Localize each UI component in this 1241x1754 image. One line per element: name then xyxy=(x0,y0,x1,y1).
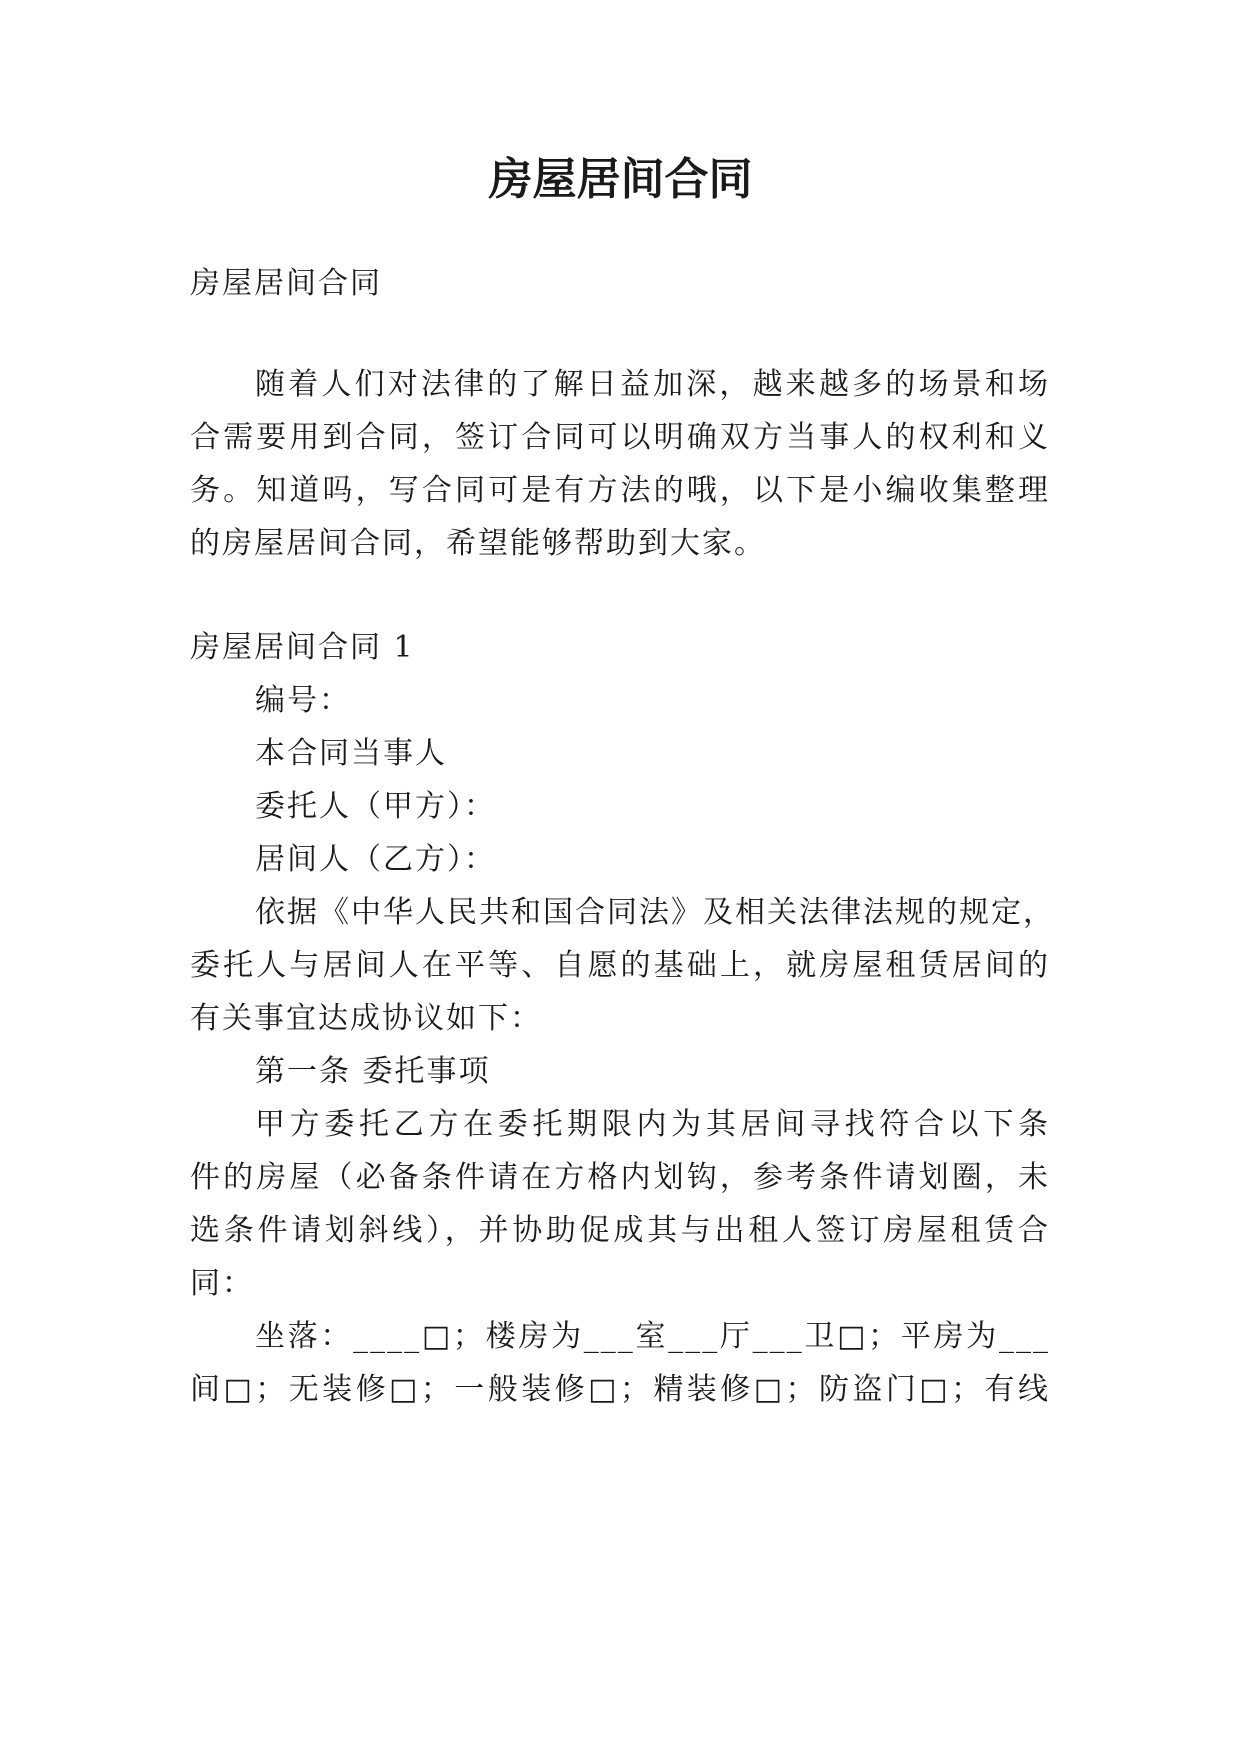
article1-line: 甲方委托乙方在委托期限内为其居间寻找符合以下条 xyxy=(255,1107,1050,1142)
article1-line: 选条件请划斜线），并协助促成其与出租人签订房屋租赁合 xyxy=(190,1213,1050,1248)
article1-line: 同： xyxy=(190,1266,254,1301)
broker-label: 居间人（乙方）： xyxy=(255,842,496,877)
article1-line: 件的房屋（必备条件请在方格内划钩，参考条件请划圈，未 xyxy=(190,1160,1050,1195)
intro-line: 合需要用到合同，签订合同可以明确双方当事人的权利和义 xyxy=(190,420,1050,455)
intro-line: 的房屋居间合同，希望能够帮助到大家。 xyxy=(190,526,766,561)
basis-line: 依据《中华人民共和国合同法》及相关法律法规的规定， xyxy=(255,895,1055,930)
basis-line: 委托人与居间人在平等、自愿的基础上，就房屋租赁居间的 xyxy=(190,948,1050,983)
article1-heading: 第一条 委托事项 xyxy=(255,1054,491,1089)
intro-line: 随着人们对法律的了解日益加深，越来越多的场景和场 xyxy=(255,367,1050,402)
section-heading: 房屋居间合同 1 xyxy=(190,630,415,665)
document-title: 房屋居间合同 xyxy=(488,154,753,205)
document-subtitle: 房屋居间合同 xyxy=(190,266,382,301)
conditions-line: 坐落：____□；楼房为___室___厅___卫□；平房为___ xyxy=(255,1319,1050,1354)
number-label: 编号： xyxy=(255,683,351,718)
basis-line: 有关事宜达成协议如下： xyxy=(190,1001,542,1036)
intro-line: 务。知道吗，写合同可是有方法的哦，以下是小编收集整理 xyxy=(190,473,1050,508)
client-label: 委托人（甲方）： xyxy=(255,789,496,824)
conditions-line: 间□；无装修□；一般装修□；精装修□；防盗门□；有线 xyxy=(190,1372,1050,1407)
parties-label: 本合同当事人 xyxy=(255,736,447,771)
